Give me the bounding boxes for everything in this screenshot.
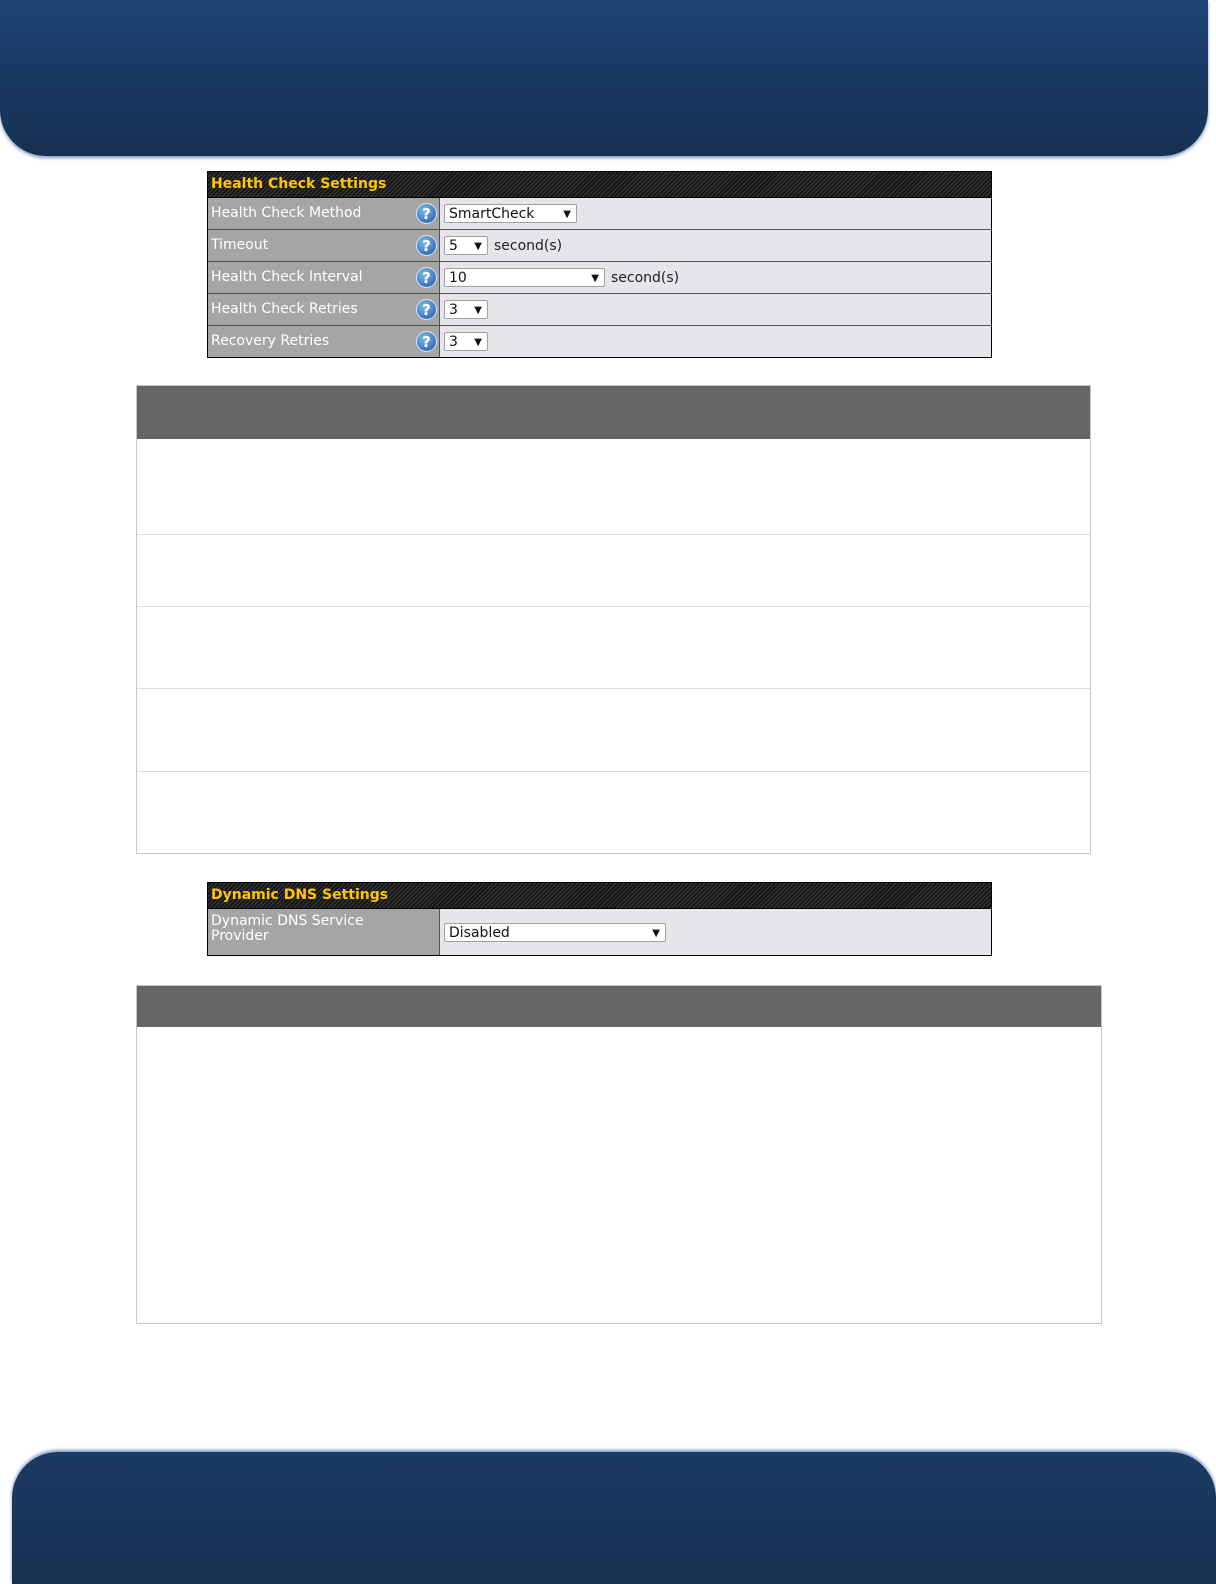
panel-row [137,688,1090,771]
help-icon[interactable]: ? [416,331,437,352]
bottom-banner [12,1452,1216,1584]
panel-header [137,986,1101,1027]
health-check-interval-row [208,261,991,293]
health-check-interval-select[interactable]: 10 ▼ [444,268,605,287]
panel-row [137,606,1090,688]
health-check-retries-select[interactable]: 3 ▼ [444,300,488,319]
dynamic-dns-settings-table [207,882,992,956]
dynamic-dns-settings-title: Dynamic DNS Settings [208,883,991,909]
health-check-interval-label: Health Check Interval [211,269,363,285]
top-banner [0,0,1208,156]
recovery-retries-label: Recovery Retries [211,333,330,349]
timeout-unit: second(s) [494,237,563,254]
dropdown-arrow-icon: ▼ [652,927,660,939]
dropdown-arrow-icon: ▼ [563,209,571,220]
health-check-interval-unit: second(s) [611,269,680,286]
dropdown-arrow-icon: ▼ [474,241,482,252]
dynamic-dns-provider-row [208,909,991,955]
dynamic-dns-description-panel [136,985,1102,1324]
panel-row [137,439,1090,534]
health-check-method-select[interactable]: SmartCheck ▼ [444,204,577,223]
help-icon[interactable]: ? [416,299,437,320]
dynamic-dns-provider-label: Dynamic DNS Service Provider [211,913,364,944]
panel-row [137,534,1090,606]
help-icon[interactable]: ? [416,267,437,288]
timeout-row [208,229,991,261]
health-check-method-row [208,198,991,229]
health-check-description-panel [136,385,1091,854]
dropdown-arrow-icon: ▼ [591,273,599,284]
panel-header [137,386,1090,439]
dynamic-dns-provider-select[interactable]: Disabled ▼ [444,923,666,942]
health-check-settings-title: Health Check Settings [208,172,991,198]
dropdown-arrow-icon: ▼ [474,337,482,348]
recovery-retries-row [208,325,991,357]
help-icon[interactable]: ? [416,203,437,224]
recovery-retries-select[interactable]: 3 ▼ [444,332,488,351]
dropdown-arrow-icon: ▼ [474,305,482,316]
health-check-retries-row [208,293,991,325]
health-check-method-label: Health Check Method [211,205,362,221]
help-icon[interactable]: ? [416,235,437,256]
panel-row [137,771,1090,852]
health-check-settings-table [207,171,992,358]
health-check-retries-label: Health Check Retries [211,301,358,317]
timeout-label: Timeout [211,237,269,253]
timeout-select[interactable]: 5 ▼ [444,236,488,255]
